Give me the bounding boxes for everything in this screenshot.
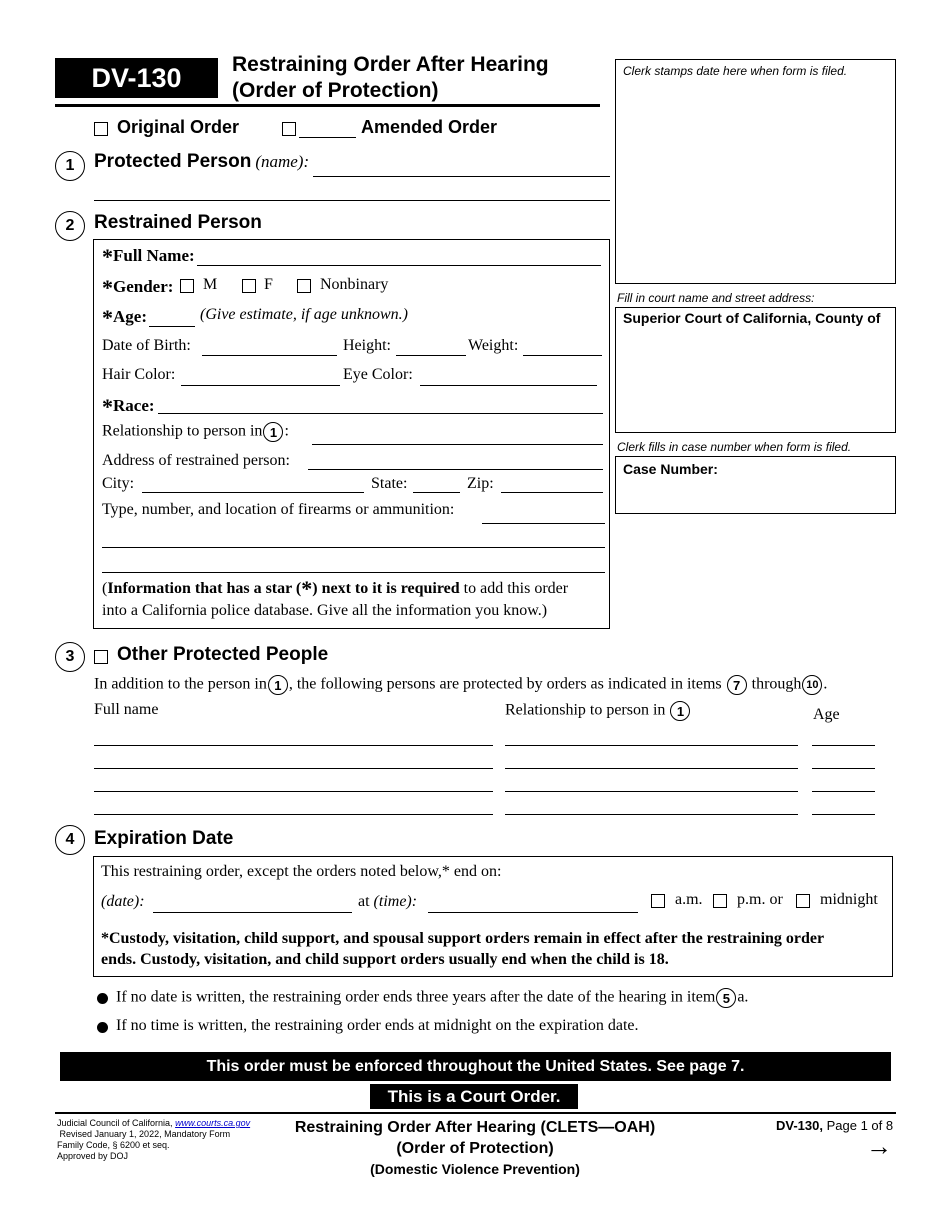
hair-color-field[interactable]	[181, 385, 340, 386]
other-age-field[interactable]	[812, 791, 875, 792]
height-label: Height:	[343, 337, 391, 354]
expiration-time-field[interactable]	[428, 912, 638, 913]
protected-person-heading: Protected Person (name):	[94, 151, 310, 172]
bullet-no-date: If no date is written, the restraining order ends three years after the date of the hearing in item 5 a.	[116, 988, 748, 1008]
age-hint: (Give estimate, if age unknown.)	[200, 306, 408, 323]
expiration-date-heading: Expiration Date	[94, 828, 234, 849]
item-ref-10: 10	[802, 675, 822, 695]
footer-title	[250, 1117, 700, 1180]
footer-page-number: DV-130, Page 1 of 8	[776, 1118, 894, 1133]
firearms-label: Type, number, and location of firearms or ammunition:	[102, 501, 455, 518]
other-name-field[interactable]	[94, 745, 493, 746]
case-number-box[interactable]	[615, 456, 896, 514]
bullet-icon	[97, 1022, 108, 1033]
required-info-note: (Information that has a star (*) next to it is required to add this order into a California police database. Give all the information you know.)	[102, 576, 569, 619]
address-field[interactable]	[308, 469, 603, 470]
header-rule	[55, 104, 600, 107]
original-order-label: Original Order	[117, 117, 240, 137]
dob-field[interactable]	[202, 355, 337, 356]
state-label: State:	[371, 475, 408, 492]
bullet-no-time: If no time is written, the restraining order ends at midnight on the expiration date.	[116, 1017, 639, 1034]
item-ref-5: 5	[716, 988, 736, 1008]
other-name-field[interactable]	[94, 791, 493, 792]
col-relationship: Relationship to person in 1	[505, 701, 691, 721]
firearms-field-3[interactable]	[102, 572, 605, 573]
enforcement-banner: This order must be enforced throughout the United States. See page 7.	[60, 1052, 891, 1081]
other-age-field[interactable]	[812, 768, 875, 769]
court-name-note: Fill in court name and street address:	[617, 291, 815, 305]
hair-color-label: Hair Color:	[102, 366, 176, 383]
gender-m-label: M	[203, 276, 218, 293]
other-name-field[interactable]	[94, 814, 493, 815]
expiration-intro: This restraining order, except the orders noted below,* end on:	[101, 863, 502, 880]
item-ref-1: 1	[268, 675, 288, 695]
weight-field[interactable]	[523, 355, 602, 356]
clerk-stamp-box[interactable]	[615, 59, 896, 284]
other-relationship-field[interactable]	[505, 768, 798, 769]
court-order-banner: This is a Court Order.	[370, 1084, 578, 1109]
gender-f-label: F	[264, 276, 273, 293]
race-field[interactable]	[158, 413, 603, 414]
pm-label: p.m. or	[737, 891, 783, 908]
item-number-4: 4	[55, 825, 85, 855]
amended-order-checkbox[interactable]	[282, 122, 296, 136]
col-age: Age	[813, 706, 840, 723]
court-name-label: Superior Court of California, County of	[623, 310, 881, 326]
gender-nonbinary-checkbox[interactable]	[297, 279, 311, 293]
footer-rule	[55, 1112, 896, 1114]
gender-label: *Gender:	[102, 275, 174, 300]
col-full-name: Full name	[94, 701, 159, 718]
form-title-line2: (Order of Protection)	[232, 79, 439, 102]
zip-label: Zip:	[467, 475, 494, 492]
height-field[interactable]	[396, 355, 466, 356]
am-checkbox[interactable]	[651, 894, 665, 908]
item-ref-7: 7	[727, 675, 747, 695]
form-id-badge: DV-130	[55, 58, 218, 98]
other-protected-checkbox[interactable]	[94, 650, 108, 664]
gender-f-checkbox[interactable]	[242, 279, 256, 293]
other-age-field[interactable]	[812, 745, 875, 746]
next-page-arrow-icon[interactable]: →	[866, 1131, 892, 1161]
item-ref-1: 1	[263, 422, 283, 442]
footer-title-line3: (Domestic Violence Prevention)	[370, 1161, 580, 1177]
amended-order-number-field[interactable]	[299, 137, 356, 138]
eye-color-field[interactable]	[420, 385, 597, 386]
case-number-label: Case Number:	[623, 461, 718, 477]
other-relationship-field[interactable]	[505, 791, 798, 792]
form-title-line1: Restraining Order After Hearing	[232, 53, 549, 76]
other-age-field[interactable]	[812, 814, 875, 815]
relationship-field[interactable]	[312, 444, 603, 445]
race-label: *Race:	[102, 394, 155, 419]
expiration-at: at (time):	[358, 893, 418, 910]
footer-title-line1: Restraining Order After Hearing (CLETS—OAH)	[294, 1119, 656, 1136]
footer-title-line2: (Order of Protection)	[396, 1140, 554, 1157]
address-label: Address of restrained person:	[102, 452, 290, 469]
relationship-label: Relationship to person in 1 :	[102, 422, 289, 442]
protected-person-name-field[interactable]	[313, 176, 610, 177]
pm-checkbox[interactable]	[713, 894, 727, 908]
other-relationship-field[interactable]	[505, 814, 798, 815]
firearms-field[interactable]	[482, 523, 605, 524]
eye-color-label: Eye Color:	[343, 366, 413, 383]
restrained-person-heading: Restrained Person	[94, 212, 262, 233]
item-ref-1: 1	[670, 701, 690, 721]
gender-m-checkbox[interactable]	[180, 279, 194, 293]
case-number-note: Clerk fills in case number when form is filed.	[617, 440, 852, 454]
protected-person-name-field-2[interactable]	[94, 200, 610, 201]
other-relationship-field[interactable]	[505, 745, 798, 746]
zip-field[interactable]	[501, 492, 603, 493]
bullet-icon	[97, 993, 108, 1004]
item-number-3: 3	[55, 642, 85, 672]
footer-meta: Judicial Council of California, www.courts.ca.gov Revised January 1, 2022, Mandatory Form Family Code, § 6200 et seq. Approved by DOJ	[57, 1118, 251, 1161]
city-label: City:	[102, 475, 135, 492]
court-name-box[interactable]	[615, 307, 896, 433]
expiration-date-label: (date):	[101, 893, 145, 910]
age-label: *Age:	[102, 305, 147, 330]
full-name-label: *Full Name:	[102, 244, 195, 269]
item-number-1: 1	[55, 151, 85, 181]
city-field[interactable]	[142, 492, 364, 493]
other-protected-heading: Other Protected People	[117, 644, 329, 665]
other-name-field[interactable]	[94, 768, 493, 769]
full-name-field[interactable]	[197, 265, 601, 266]
custody-note: *Custody, visitation, child support, and spousal support orders remain in effect after the restraining order ends. Custody, visitation, and child support orders usually end when the child is 18.	[101, 930, 825, 968]
original-order-checkbox[interactable]	[94, 122, 108, 136]
clerk-stamp-note: Clerk stamps date here when form is filed.	[623, 64, 848, 78]
midnight-checkbox[interactable]	[796, 894, 810, 908]
item-number-2: 2	[55, 211, 85, 241]
expiration-date-field[interactable]	[153, 912, 352, 913]
age-field[interactable]	[149, 326, 195, 327]
firearms-field-2[interactable]	[102, 547, 605, 548]
courts-website-link[interactable]: www.courts.ca.gov	[175, 1118, 251, 1128]
state-field[interactable]	[413, 492, 460, 493]
dob-label: Date of Birth:	[102, 337, 191, 354]
other-protected-intro: In addition to the person in 1 , the following persons are protected by orders as indicated in items 7 through 10 .	[94, 675, 827, 695]
am-label: a.m.	[675, 891, 703, 908]
amended-order-label: Amended Order	[361, 117, 498, 137]
weight-label: Weight:	[468, 337, 519, 354]
midnight-label: midnight	[820, 891, 878, 908]
gender-nonbinary-label: Nonbinary	[320, 276, 389, 293]
